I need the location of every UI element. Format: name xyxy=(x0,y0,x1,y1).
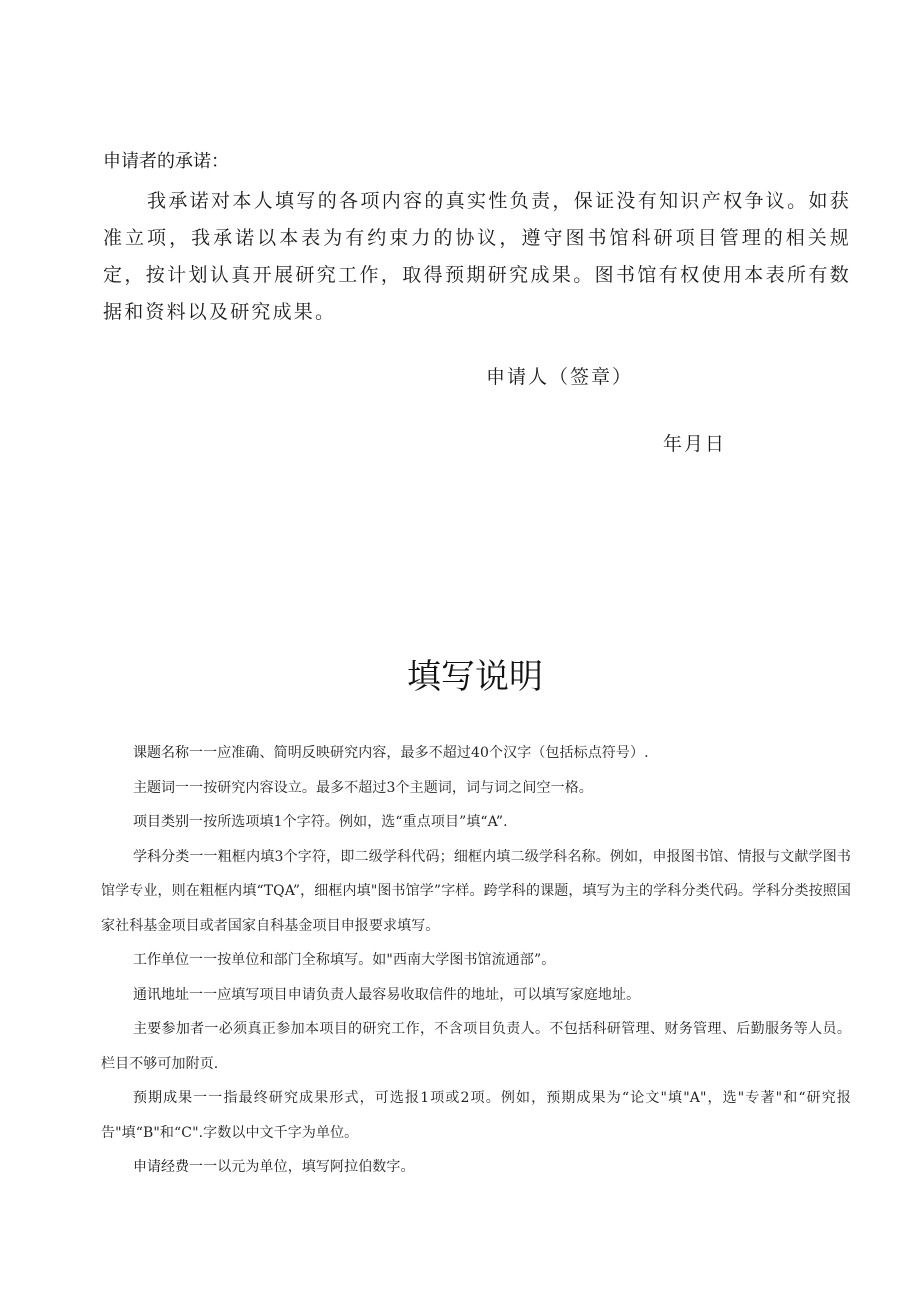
instruction-label: 预期成果 xyxy=(133,1090,194,1106)
instruction-label: 项目类别 xyxy=(133,814,189,830)
instruction-text: 一按所选项填1个字符。例如，选“重点项目”填“A”. xyxy=(189,814,508,830)
instruction-item-topic-name xyxy=(101,736,851,771)
instruction-item-project-category xyxy=(101,805,851,840)
instruction-label: 通讯地址 xyxy=(133,986,189,1003)
instruction-item-work-unit xyxy=(101,943,851,978)
instructions-title: 填写说明 xyxy=(407,657,543,697)
signature-label: 申请人（签章） xyxy=(486,366,634,388)
date-label: 年月日 xyxy=(663,433,727,455)
instruction-item-expected-results xyxy=(101,1081,851,1150)
instruction-item-mailing-address xyxy=(101,978,851,1013)
instruction-label: 主要参加者 xyxy=(133,1021,205,1037)
instruction-label: 学科分类 xyxy=(133,848,190,865)
instruction-label: 工作单位 xyxy=(133,952,189,968)
instruction-text: 一一应准确、简明反映研究内容，最多不超过40个汉字（包括标点符号）. xyxy=(189,745,649,761)
instruction-item-keywords xyxy=(101,771,851,806)
instruction-label: 申请经费 xyxy=(133,1159,189,1175)
instruction-text: 一必须真正参加本项目的研究工作，不含项目负责人。不包括科研管理、财务管理、后勤服务等人员。栏目不够可加附页. xyxy=(101,1021,852,1072)
pledge-heading: 申请者的承诺： xyxy=(103,151,229,172)
pledge-paragraph: 我承诺对本人填写的各项内容的真实性负责，保证没有知识产权争议。如获准立项，我承诺以本表为有约束力的协议，遵守图书馆科研项目管理的相关规定，按计划认真开展研究工作，取得预期研究成果。图书馆有权使用本表所有数据和资料以及研究成果。 xyxy=(103,190,851,323)
instructions-list xyxy=(101,736,851,1185)
instruction-label: 课题名称 xyxy=(133,745,189,761)
instruction-item-subject-classification xyxy=(101,840,851,944)
instruction-item-requested-funding xyxy=(101,1150,851,1185)
instruction-text: 一一按研究内容设立。最多不超过3个主题词，词与词之间空一格。 xyxy=(175,779,593,796)
instruction-text: 一一以元为单位，填写阿拉伯数字。 xyxy=(189,1159,415,1175)
instruction-text: 一一应填写项目申请负责人最容易收取信件的地址，可以填写家庭地址。 xyxy=(189,986,641,1003)
instruction-text: 一一粗框内填3个字符，即二级学科代码；细框内填二级学科名称。例如，申报图书馆、情报与文献学图书馆学专业，则在粗框内填“TQA”，细框内填"图书馆学”字样。跨学科的课题，填写为主的学科分类代码。学科分类按照国家社科基金项目或者国家自科基金项目申报要求填写。 xyxy=(101,848,852,934)
instruction-item-main-participants xyxy=(101,1012,851,1081)
instruction-label: 主题词 xyxy=(133,779,175,796)
instruction-text: 一一指最终研究成果形式，可选报1项或2项。例如，预期成果为“论文"填"A"，选"专著"和“研究报告"填“B"和“C".字数以中文千字为单位。 xyxy=(101,1090,852,1141)
instruction-text: 一一按单位和部门全称填写。如"西南大学图书馆流通部”。 xyxy=(189,952,556,968)
